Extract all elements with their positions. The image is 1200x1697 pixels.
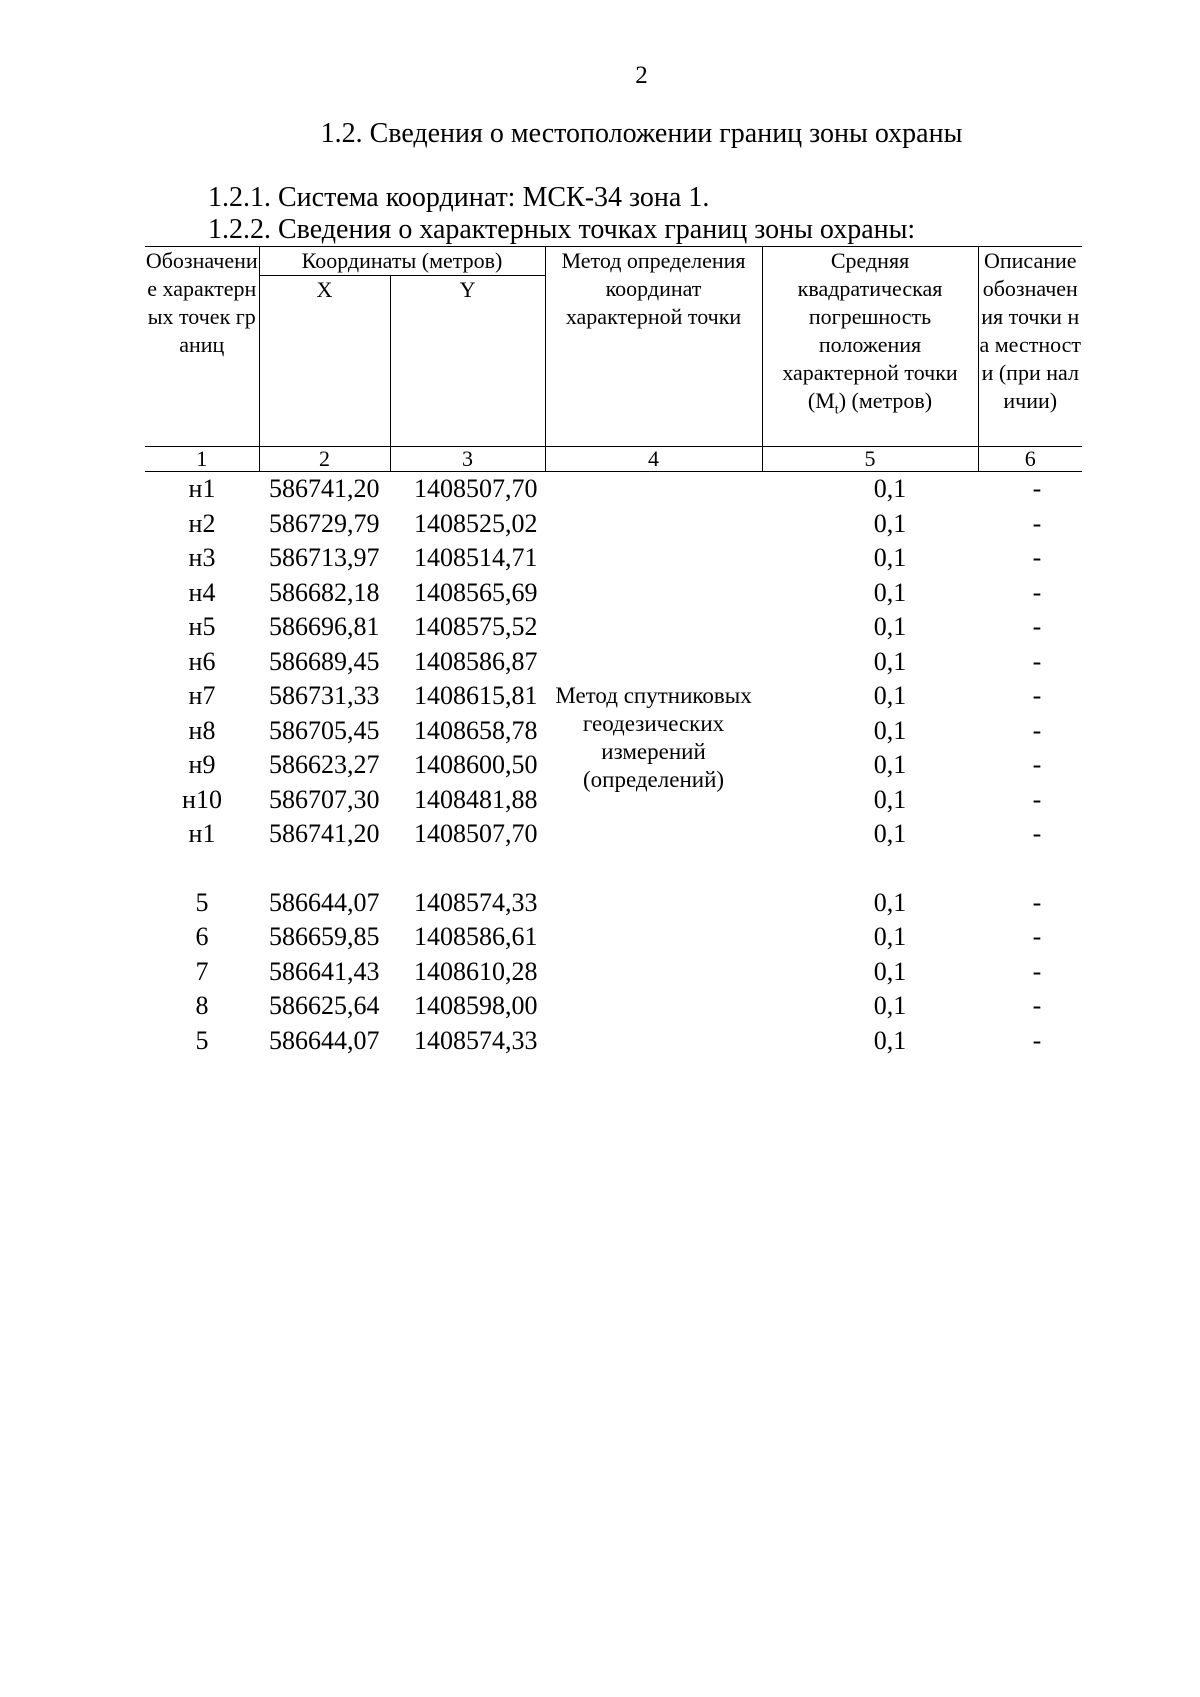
cell-error: 0,1 (873, 646, 907, 676)
cell-error: 0,1 (873, 577, 907, 607)
cell-point-id: 5 (195, 1025, 209, 1055)
cell-y: 1408615,81 (414, 681, 538, 710)
header-error-sub: t (834, 402, 839, 418)
section-title: 1.2. Сведения о местоположении границ зоны охраны (320, 118, 963, 149)
spacer-cell (259, 852, 390, 886)
cell-x: 586644,07 (269, 887, 380, 917)
cell-error: 0,1 (873, 474, 907, 503)
page-number: 2 (635, 62, 648, 89)
cell-x: 586741,20 (269, 819, 380, 848)
cell-description: - (1032, 819, 1042, 848)
cell-description: - (1032, 956, 1042, 986)
header-y: Y (390, 276, 545, 447)
column-number: 5 (762, 447, 978, 472)
header-description: Описание обозначения точки на местности (при наличии) (978, 247, 1082, 447)
cell-x: 586641,43 (269, 956, 380, 986)
cell-point-id: н2 (188, 508, 216, 538)
cell-x: 586623,27 (269, 750, 380, 779)
cell-error: 0,1 (873, 887, 907, 917)
cell-point-id: н1 (188, 819, 216, 848)
cell-description: - (1032, 474, 1042, 503)
cell-method: Метод спутниковых геодезических измерений (определений) (555, 683, 752, 792)
header-error-prefix: Средняя квадратическая погрешность положения характерной точки (M (782, 248, 958, 413)
cell-error: 0,1 (873, 715, 907, 745)
cell-y: 1408574,33 (414, 1025, 538, 1055)
cell-point-id: н5 (188, 612, 216, 641)
cell-description: - (1032, 681, 1042, 710)
cell-point-id: 5 (195, 887, 209, 917)
column-number: 3 (390, 447, 545, 472)
cell-x: 586689,45 (269, 646, 380, 676)
cell-description: - (1032, 887, 1042, 917)
cell-description: - (1032, 715, 1042, 745)
cell-error: 0,1 (873, 991, 907, 1020)
cell-x: 586682,18 (269, 577, 380, 607)
cell-y: 1408514,71 (414, 543, 538, 572)
cell-y: 1408658,78 (414, 715, 538, 745)
cell-point-id: н8 (188, 715, 216, 745)
cell-point-id: н3 (188, 543, 216, 572)
cell-x: 586731,33 (269, 681, 380, 710)
cell-y: 1408507,70 (414, 474, 538, 503)
cell-point-id: н9 (188, 750, 216, 779)
cell-error: 0,1 (873, 784, 907, 814)
cell-y: 1408600,50 (414, 750, 538, 779)
cell-error: 0,1 (873, 543, 907, 572)
cell-x: 586705,45 (269, 715, 380, 745)
cell-point-id: 7 (195, 956, 209, 986)
coordinates-table (145, 246, 1082, 1058)
spacer-cell (390, 852, 545, 886)
cell-y: 1408481,88 (414, 784, 538, 814)
cell-y: 1408610,28 (414, 956, 538, 986)
cell-description: - (1032, 612, 1042, 641)
header-x: X (259, 276, 390, 447)
points-heading: 1.2.2. Сведения о характерных точках границ зоны охраны: (208, 214, 916, 245)
cell-description: - (1032, 646, 1042, 676)
cell-error: 0,1 (873, 922, 907, 951)
cell-y: 1408574,33 (414, 887, 538, 917)
cell-description: - (1032, 543, 1042, 572)
cell-point-id: н7 (188, 681, 216, 710)
column-number: 6 (978, 447, 1082, 472)
cell-error: 0,1 (873, 819, 907, 848)
cell-x: 586729,79 (269, 508, 380, 538)
header-error-suffix: ) (метров) (838, 388, 933, 413)
header-method: Метод определения координат характерной точки (545, 247, 762, 447)
cell-error: 0,1 (873, 612, 907, 641)
cell-description: - (1032, 750, 1042, 779)
cell-point-id: н4 (188, 577, 216, 607)
cell-error: 0,1 (873, 750, 907, 779)
spacer-cell (978, 852, 1082, 886)
table-body (145, 472, 1082, 1059)
header-error (762, 247, 978, 447)
header-coordinates: Координаты (метров) (259, 247, 545, 276)
table-row (145, 472, 1082, 507)
cell-y: 1408598,00 (414, 991, 538, 1020)
cell-y: 1408586,61 (414, 922, 538, 951)
cell-error: 0,1 (873, 508, 907, 538)
cell-y: 1408565,69 (414, 577, 538, 607)
spacer-cell (145, 852, 259, 886)
cell-point-id: н6 (188, 646, 216, 676)
cell-y: 1408575,52 (414, 612, 538, 641)
cell-point-id: 6 (195, 922, 209, 951)
column-number: 2 (259, 447, 390, 472)
cell-description: - (1032, 922, 1042, 951)
cell-description: - (1032, 1025, 1042, 1055)
cell-x: 586644,07 (269, 1025, 380, 1055)
cell-description: - (1032, 784, 1042, 814)
cell-error: 0,1 (873, 1025, 907, 1055)
cell-point-id: 8 (195, 991, 209, 1020)
header-point-designation: Обозначение характерных точек границ (145, 247, 259, 447)
cell-x: 586707,30 (269, 784, 380, 814)
cell-error: 0,1 (873, 681, 907, 710)
cell-point-id: н10 (182, 784, 222, 814)
cell-x: 586713,97 (269, 543, 380, 572)
cell-x: 586741,20 (269, 474, 380, 503)
cell-y: 1408507,70 (414, 819, 538, 848)
cell-x: 586659,85 (269, 922, 380, 951)
cell-x: 586696,81 (269, 612, 380, 641)
cell-description: - (1032, 508, 1042, 538)
cell-x: 586625,64 (269, 991, 380, 1020)
cell-point-id: н1 (188, 474, 216, 503)
cell-y: 1408586,87 (414, 646, 538, 676)
cell-error: 0,1 (873, 956, 907, 986)
coord-system-line: 1.2.1. Система координат: МСК-34 зона 1. (208, 182, 710, 213)
cell-description: - (1032, 991, 1042, 1020)
cell-y: 1408525,02 (414, 508, 538, 538)
cell-description: - (1032, 577, 1042, 607)
column-number: 4 (545, 447, 762, 472)
spacer-cell (762, 852, 978, 886)
column-number: 1 (145, 447, 259, 472)
